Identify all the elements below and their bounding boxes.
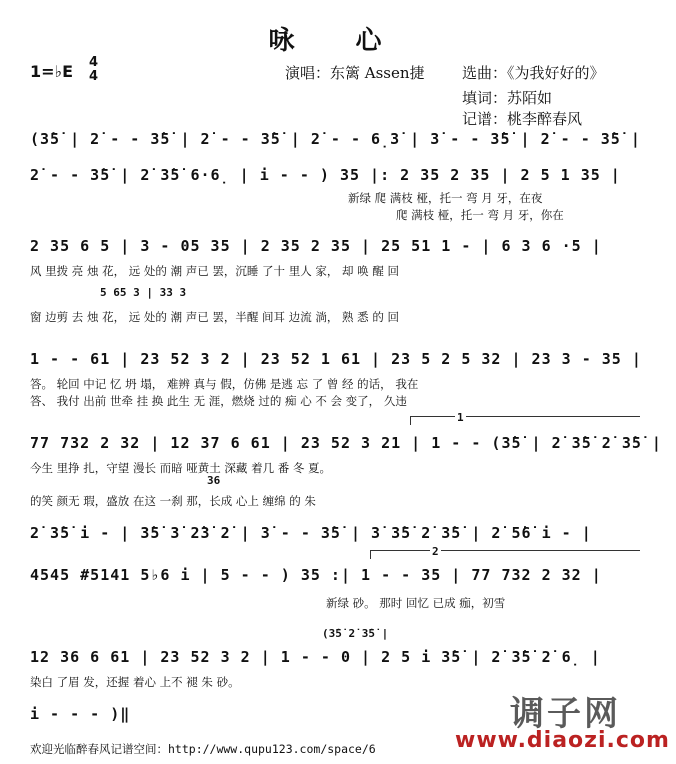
second-ending-number: 2: [432, 545, 439, 558]
lyrics-row-3-verse-1: 风 里拨 亮 烛 花， 远 处的 潮 声已 罢，沉睡 了十 里人 家， 却 唤 醒 回: [30, 264, 399, 278]
first-ending-bracket: [410, 416, 640, 417]
lyricist-credit: 填词：苏陌如: [462, 89, 553, 107]
lyrics-row-2-verse-1: 新绿 爬 满枝 桠，托一 弯 月 牙，在夜: [348, 191, 543, 205]
key-signature: 1=♭E: [30, 62, 74, 81]
lyrics-row-7-verse-1: 新绿 砂。 那时 回忆 已成 痂，初雪: [326, 596, 506, 610]
interlude-notes-row-7: (3̇5̇ 2̇ 3̇5̇ |: [322, 627, 389, 640]
watermark-brand: 调子网: [510, 694, 621, 734]
first-ending-bracket-start: [410, 416, 411, 425]
grace-notes-row-5: 36: [207, 474, 221, 487]
time-signature-bottom: 4: [89, 69, 99, 84]
first-ending-number: 1: [457, 411, 464, 424]
lyrics-row-4-verse-2: 答、 我付 出前 世牵 挂 换 此生 无 涯，燃烧 过的 痴 心 不 会 变了， 久违: [30, 394, 407, 408]
notation-row-7: 4545 #5141 5♭6 i | 5 - - ) 35 :| 1 - - 35 | 77 732 2 32 |: [30, 566, 602, 584]
second-ending-bracket: [370, 550, 640, 551]
source-credit: 选曲：《为我好好的》: [462, 64, 605, 82]
notation-row-9: i - - - )‖: [30, 705, 131, 723]
second-ending-bracket-start: [370, 550, 371, 559]
notation-row-4: 1 - - 61 | 23 52 3 2 | 23 52 1 61 | 23 5 2 5 32 | 23 3 - 35 |: [30, 350, 642, 368]
lyrics-row-8-verse-1: 染白 了眉 发，还握 着心 上不 褪 朱 砂。: [30, 675, 240, 689]
footer-credit: 欢迎光临醉春风记谱空间：http://www.qupu123.com/space/6: [30, 742, 376, 756]
notation-row-5: 77 732 2 32 | 12 37 6 61 | 23 52 3 21 | 1 - - (3̇5̇ | 2̇ 3̇5̇ 2̇ 3̇5̇ |: [30, 434, 662, 452]
singer-credit: 演唱：东篱 Assen捷: [285, 64, 425, 82]
lyrics-row-5-verse-2: 的笑 颜无 瑕，盛放 在这 一刹 那，长成 心上 缠绵 的 朱: [30, 494, 316, 508]
time-signature-top: 4: [89, 55, 99, 70]
grace-notes-row-3: 5 65 3 | 33 3: [100, 286, 187, 299]
notation-row-2: 2̇ - - 3̇5̇ | 2̇ 3̇5̇ 6·6̣ | i - - ) 35 |: 2 35 2 35 | 2 5 1 35 |: [30, 166, 621, 184]
notation-row-3: 2 35 6 5 | 3 - 05 35 | 2 35 2 35 | 25 51 1 - | 6 3 6 ·5 |: [30, 237, 602, 255]
watermark-url: www.diaozi.com: [455, 728, 670, 753]
lyrics-row-3-verse-2: 窗 边剪 去 烛 花， 远 处的 潮 声已 罢，半醒 间耳 边流 淌， 熟 悉 的 回: [30, 310, 399, 324]
lyrics-row-2-verse-2: 爬 满枝 桠，托一 弯 月 牙，你在: [396, 208, 564, 222]
lyrics-row-4-verse-1: 答。 轮回 中记 忆 坍 塌， 难辨 真与 假，仿佛 是逃 忘 了 曾 经 的话， 我在: [30, 377, 419, 391]
notation-row-8: 12 36 6 61 | 23 52 3 2 | 1 - - 0 | 2 5 i 3̇5̇ | 2̇ 3̇5̇ 2̇ 6̣ |: [30, 648, 601, 666]
notation-row-6: 2̇ 3̇5̇ i - | 3̇5̇ 3̇ 2̇3̇ 2̇ | 3̇ - - 3̇5̇ | 3̇ 3̇5̇ 2̇ 3̇5̇ | 2̇ 5̇6̇ i - |: [30, 524, 592, 542]
notation-row-1: (3̇5̇ | 2̇ - - 3̇5̇ | 2̇ - - 3̇5̇ | 2̇ - - 6̣3̇ | 3̇ - - 3̇5̇ | 2̇ - - 3̇5̇ |: [30, 130, 641, 148]
transcriber-credit: 记谱：桃李醉春风: [462, 110, 583, 128]
lyrics-row-5-verse-1: 今生 里挣 扎，守望 漫长 而暗 哑黄土 深藏 着几 番 冬 夏。: [30, 461, 332, 475]
page-title: 咏 心: [268, 26, 408, 56]
